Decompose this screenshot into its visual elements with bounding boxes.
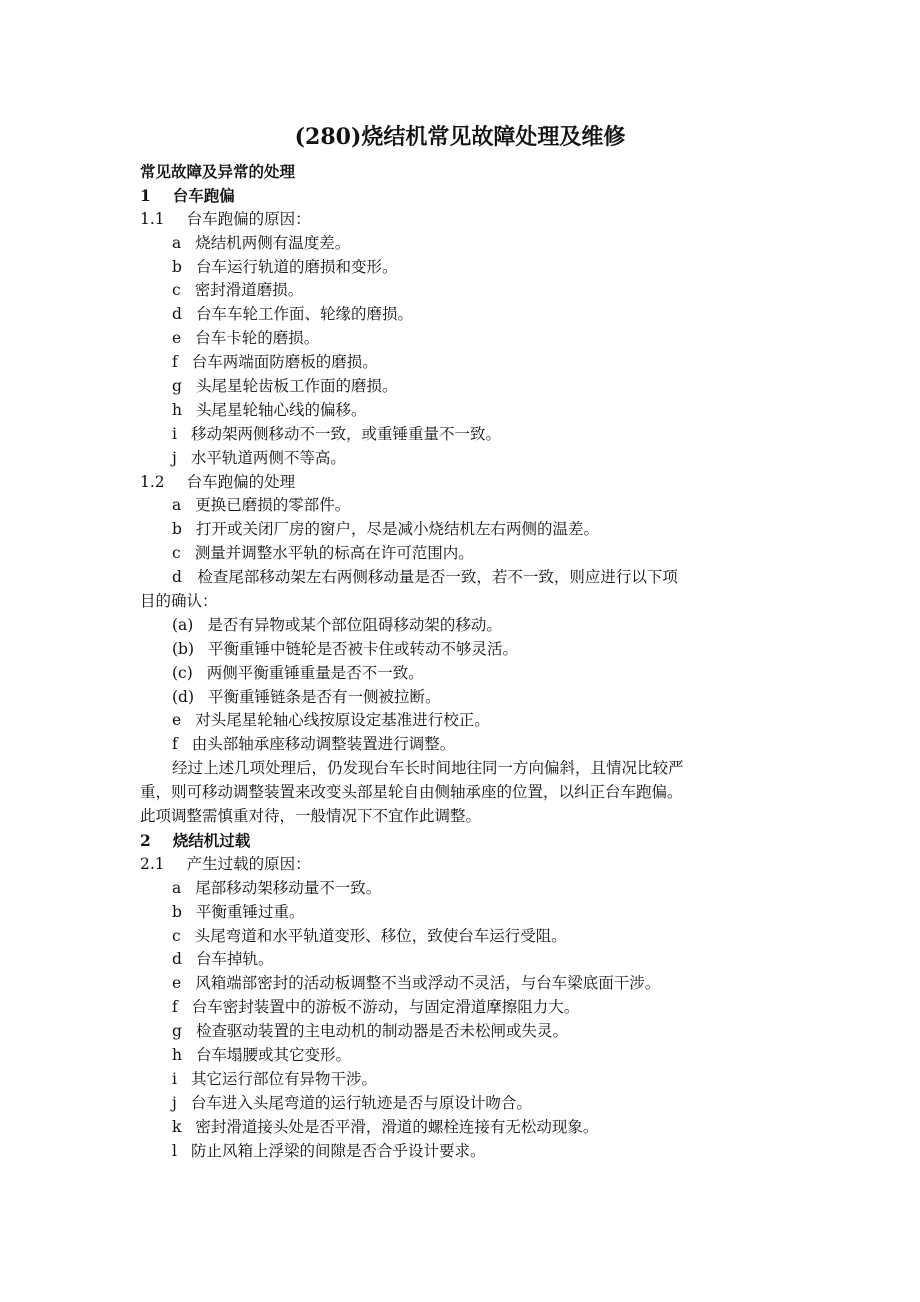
list-text: 风箱端部密封的活动板调整不当或浮动不灵活，与台车梁底面干涉。 [195,974,661,993]
list-text: 平衡重锤中链轮是否被卡住或转动不够灵活。 [208,639,519,658]
list-item [140,948,790,972]
list-marker: e [172,329,182,348]
list-text: 其它运行部位有异物干涉。 [190,1069,377,1088]
list-text: 密封滑道磨损。 [194,281,304,300]
list-item [140,925,790,949]
list-marker: l [172,1141,177,1160]
list-item [140,494,790,518]
list-marker: g [172,1022,182,1041]
list-marker: f [172,998,178,1017]
list-item [140,327,790,351]
list-1-2a [140,494,790,566]
list-item [140,1092,790,1116]
list-marker: j [172,448,177,467]
list-text: 台车进入头尾弯道的运行轨迹是否与原设计吻合。 [190,1093,532,1112]
document-title: (280)烧结机常见故障处理及维修 [294,124,626,150]
list-marker: a [172,496,182,515]
list-text: 头尾弯道和水平轨道变形、移位，致使台车运行受阻。 [194,926,567,945]
heading-1-2: 1.2 台车跑偏的处理 [140,472,296,491]
list-marker: h [172,400,182,419]
list-item [140,375,790,399]
paragraph-line: 重，则可移动调整装置来改变头部星轮自由侧轴承座的位置，以纠正台车跑偏。 [140,783,683,802]
list-text: 检查驱动装置的主电动机的制动器是否未松闸或失灵。 [195,1022,568,1041]
document-body [140,160,790,1163]
list-marker: f [172,735,178,754]
list-item [140,1068,790,1092]
list-item [140,1020,790,1044]
list-marker: d [172,305,182,324]
list-item [140,709,790,733]
list-item [140,279,790,303]
list-item [140,733,790,757]
list-marker: c [172,544,181,563]
list-marker: (d) [172,687,195,706]
list-marker: b [172,257,182,276]
paragraph-line: 此项调整需慎重对待，一般情况下不宜作此调整。 [140,807,482,826]
list-marker: f [172,353,178,372]
list-item [140,423,790,447]
list-marker: i [172,1069,177,1088]
paragraph [140,757,790,829]
list-text: 移动架两侧移动不一致，或重锤重量不一致。 [190,424,501,443]
list-marker: b [172,902,182,921]
item-d-line1: d 检查尾部移动架左右两侧移动量是否一致，若不一致，则应进行以下项 [172,568,678,587]
list-marker: i [172,424,177,443]
list-marker: a [172,233,182,252]
list-item [140,542,790,566]
list-text: 水平轨道两侧不等高。 [190,448,346,467]
list-2-1 [140,877,790,1164]
list-text: 台车运行轨道的磨损和变形。 [195,257,398,276]
list-item [140,662,790,686]
list-text: 台车车轮工作面、轮缘的磨损。 [195,305,413,324]
list-text: 烧结机两侧有温度差。 [195,233,351,252]
paragraph-line: 经过上述几项处理后，仍发现台车长时间地往同一方向偏斜，且情况比较严 [172,759,684,778]
list-text: 尾部移动架移动量不一致。 [195,878,382,897]
list-marker: (c) [172,663,193,682]
section-heading: 常见故障及异常的处理 [140,162,296,181]
list-item [140,256,790,280]
list-text: 台车掉轨。 [195,950,274,969]
list-item [140,232,790,256]
list-text: 台车塌腰或其它变形。 [195,1045,351,1064]
list-marker: a [172,878,182,897]
list-text: 由头部轴承座移动调整装置进行调整。 [191,735,456,754]
list-marker: e [172,711,182,730]
list-text: 头尾星轮轴心线的偏移。 [195,400,367,419]
list-text: 密封滑道接头处是否平滑，滑道的螺栓连接有无松动现象。 [195,1117,599,1136]
list-marker: g [172,377,182,396]
list-text: 两侧平衡重锤重量是否不一致。 [206,663,424,682]
list-marker: e [172,974,182,993]
list-item [140,447,790,471]
list-item [140,1044,790,1068]
list-item [140,518,790,542]
list-marker: k [172,1117,182,1136]
list-item [140,351,790,375]
list-text: 台车密封装置中的游板不游动，与固定滑道摩擦阻力大。 [191,998,580,1017]
list-item [140,686,790,710]
list-1-1 [140,232,790,471]
list-item [140,877,790,901]
list-marker: c [172,281,181,300]
list-text: 平衡重锤过重。 [195,902,305,921]
item-d-line2: 目的确认： [140,592,218,611]
list-text: 平衡重锤链条是否有一侧被拉断。 [208,687,441,706]
list-item [140,614,790,638]
list-text: 台车两端面防磨板的磨损。 [191,353,378,372]
list-marker: j [172,1093,177,1112]
list-text: 是否有异物或某个部位阻碍移动架的移动。 [207,615,502,634]
list-item [140,996,790,1020]
list-item [140,1116,790,1140]
list-text: 对头尾星轮轴心线按原设定基准进行校正。 [195,711,490,730]
list-item [140,638,790,662]
list-text: 防止风箱上浮梁的间隙是否合乎设计要求。 [190,1141,486,1160]
list-marker: b [172,520,182,539]
heading-2: 2 烧结机过载 [140,830,251,850]
list-text: 打开或关闭厂房的窗户，尽是减小烧结机左右两侧的温差。 [195,520,599,539]
list-marker: (b) [172,639,195,658]
list-marker: (a) [172,615,194,634]
list-checks [140,614,790,710]
list-1-2e [140,709,790,757]
list-item [140,901,790,925]
list-marker: d [172,950,182,969]
list-text: 头尾星轮齿板工作面的磨损。 [195,377,398,396]
list-item [140,303,790,327]
list-item [140,972,790,996]
list-marker: h [172,1045,182,1064]
heading-1-1: 1.1 台车跑偏的原因： [140,209,311,228]
list-text: 测量并调整水平轨的标高在许可范围内。 [194,544,474,563]
list-text: 台车卡轮的磨损。 [195,329,320,348]
list-item [140,1140,790,1164]
list-item [140,399,790,423]
heading-1: 1 台车跑偏 [140,185,235,205]
heading-2-1: 2.1 产生过载的原因： [140,854,311,873]
list-text: 更换已磨损的零部件。 [195,496,351,515]
list-marker: c [172,926,181,945]
